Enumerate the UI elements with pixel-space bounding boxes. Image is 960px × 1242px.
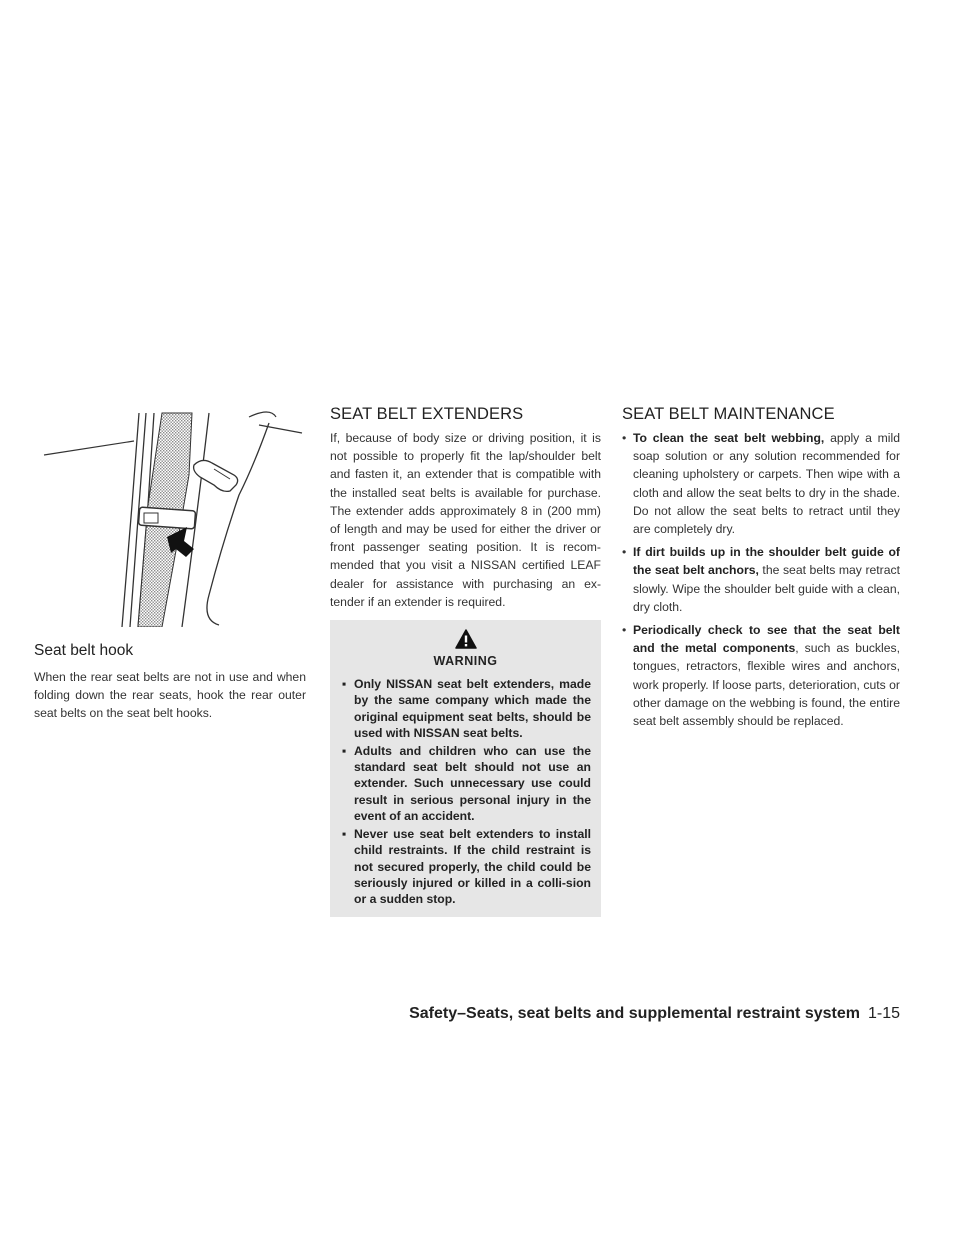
extenders-column	[330, 405, 601, 917]
page-number: 1-15	[867, 1005, 900, 1022]
left-column	[34, 405, 306, 723]
extenders-heading: SEAT BELT EXTENDERS	[330, 405, 524, 423]
warning-item: ▪ Never use seat belt extenders to install child restraints. If the child restraint is not secured properly, the child could be seriously injured or killed in a colli-sion or a sudden stop.	[342, 826, 591, 907]
warning-item: ▪ Adults and children who can use the standard seat belt should not use an extender. Such unnecessary use could result in serious personal injury in the event of an accident.	[342, 743, 591, 824]
seat-belt-hook-illustration	[34, 405, 306, 627]
maintenance-item: • If dirt builds up in the shoulder belt guide of the seat belt anchors, the seat belts may retract slowly. Wipe the shoulder belt guide with a clean, dry cloth.	[622, 545, 901, 614]
seat-belt-hook-heading: Seat belt hook	[34, 642, 134, 659]
maintenance-heading: SEAT BELT MAINTENANCE	[622, 405, 835, 423]
warning-item: ▪ Only NISSAN seat belt extenders, made by the same company which made the original equipment seat belts, should be used with NISSAN seat belts.	[342, 677, 591, 741]
warning-triangle-icon	[455, 629, 477, 649]
page-footer	[409, 1005, 900, 1023]
warning-box	[330, 620, 601, 917]
warning-title: WARNING	[433, 654, 498, 669]
extenders-text: If, because of body size or driving position, it is not possible to properly fit the lap/shoulder belt and fasten it, an extender that is compatible with the installed seat belts is available for purchase. The extender adds approximately 8 in (200 mm) of length and may be used for either the driver or front passenger seating position. It is recom-mended that you visit a NISSAN certified LEAF dealer for assistance with purchasing an ex-tender if an extender is required.	[330, 431, 601, 609]
warning-header	[340, 629, 591, 670]
footer-section-title: Safety–Seats, seat belts and supplemental restraint system	[409, 1005, 860, 1022]
maintenance-item: • To clean the seat belt webbing, apply a mild soap solution or any solution recommended for cleaning upholstery or carpets. Then wipe with a cloth and allow the seat belts to dry in the shade. Do not allow the seat belts to retract until they are completely dry.	[622, 431, 900, 537]
maintenance-item: • Periodically check to see that the seat belt and the metal components, such as buckles, tongues, retractors, flexible wires and anchors, work properly. If loose parts, deterioration, cuts or other damage on the webbing is found, the entire seat belt assembly should be replaced.	[622, 623, 900, 729]
maintenance-column	[622, 405, 900, 735]
seat-belt-hook-text: When the rear seat belts are not in use and when folding down the rear seats, hook the rear outer seat belts on the seat belt hooks.	[34, 670, 306, 721]
